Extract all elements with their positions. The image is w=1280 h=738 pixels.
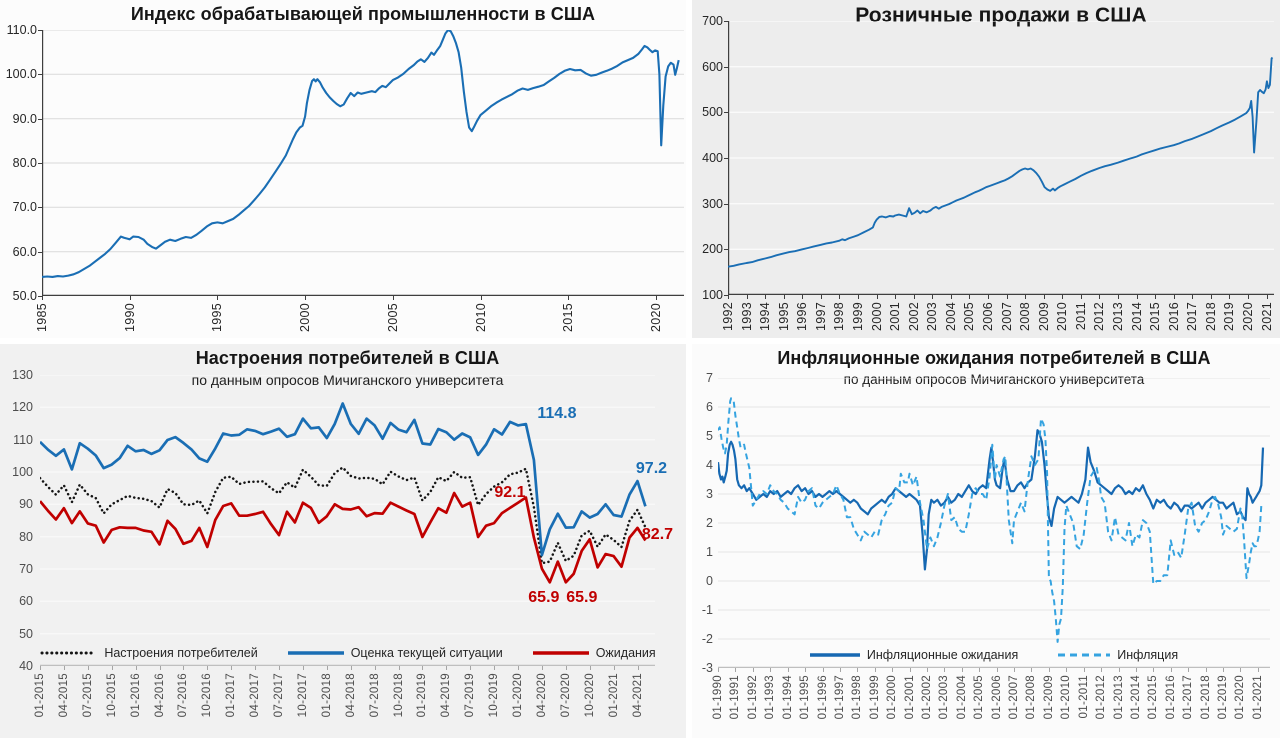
x-tick-mark	[1066, 668, 1067, 672]
x-tick-label: 2019	[1222, 302, 1237, 332]
x-tick-label: 04-2017	[249, 673, 262, 718]
chart-svg	[728, 21, 1274, 295]
x-tick-label: 01-2020	[512, 673, 524, 718]
x-axis	[34, 666, 655, 738]
x-tick-label: 04-2016	[153, 673, 166, 718]
y-tick-label: 1	[706, 545, 713, 559]
x-tick-mark	[962, 668, 963, 672]
x-tick-mark	[1136, 668, 1137, 672]
x-tick-mark	[305, 296, 306, 300]
y-tick-label: 6	[706, 400, 713, 414]
x-tick-mark	[839, 295, 840, 299]
x-tick-label: 01-2009	[1042, 675, 1055, 720]
legend-label: Инфляция	[1117, 648, 1179, 662]
x-tick-label: 04-2019	[440, 673, 453, 718]
x-tick-label: 10-2019	[488, 673, 501, 718]
x-tick-label: 2004	[943, 302, 958, 332]
x-tick-label: 2017	[1185, 302, 1200, 332]
y-tick-label: 70	[19, 562, 33, 576]
x-tick-label: 2009	[1036, 302, 1051, 332]
x-tick-mark	[351, 666, 352, 670]
x-tick-mark	[136, 666, 137, 670]
series-line	[40, 468, 645, 564]
legend-label: Инфляционные ожидания	[866, 648, 1019, 662]
x-tick-mark	[130, 296, 131, 300]
legend-item-sentiment	[39, 646, 257, 660]
x-tick-mark	[112, 666, 113, 670]
x-tick-label: 1994	[758, 302, 773, 332]
x-tick-mark	[988, 295, 989, 299]
x-tick-mark	[1049, 668, 1050, 672]
x-tick-mark	[1084, 668, 1085, 672]
x-tick-label: 2000	[869, 302, 884, 332]
x-tick-label: 1995	[210, 303, 225, 333]
y-tick-mark	[724, 158, 728, 159]
x-tick-mark	[1240, 668, 1241, 672]
x-tick-mark	[858, 295, 859, 299]
x-tick-mark	[875, 668, 876, 672]
y-tick-label: 100	[12, 465, 33, 479]
x-tick-label: 07-2017	[273, 673, 285, 718]
x-tick-mark	[542, 666, 543, 670]
x-tick-mark	[566, 666, 567, 670]
y-tick-label: 50.0	[12, 289, 37, 303]
x-tick-mark	[1155, 295, 1156, 299]
chart-panel-consumer-sentiment	[0, 344, 686, 738]
x-tick-mark	[840, 668, 841, 672]
x-tick-mark	[1007, 295, 1008, 299]
x-tick-mark	[40, 666, 41, 670]
series-line	[42, 30, 679, 277]
y-tick-label: 7	[706, 371, 713, 385]
x-tick-label: 10-2018	[392, 673, 405, 718]
y-tick-label: 400	[702, 151, 723, 165]
x-tick-mark	[160, 666, 161, 670]
data-point-label: 92.1	[494, 483, 526, 501]
x-tick-label: 2006	[981, 302, 995, 332]
x-tick-label: 1985	[35, 303, 49, 333]
y-axis	[692, 14, 728, 302]
x-tick-mark	[183, 666, 184, 670]
x-tick-label: 01-2021	[1251, 675, 1264, 720]
x-tick-mark	[1137, 295, 1138, 299]
x-tick-label: 2002	[906, 302, 921, 332]
y-tick-label: 80.0	[12, 156, 37, 170]
x-tick-label: 2014	[1129, 302, 1144, 332]
y-tick-mark	[38, 30, 42, 31]
x-tick-label: 01-2002	[921, 675, 933, 720]
x-tick-mark	[64, 666, 65, 670]
y-tick-label: 60.0	[12, 244, 37, 259]
y-tick-label: 2	[706, 516, 713, 530]
y-tick-label: 3	[706, 487, 713, 501]
series-line	[40, 404, 645, 556]
x-tick-label: 1999	[851, 302, 865, 332]
y-tick-label: 5	[706, 429, 713, 443]
x-tick-mark	[1267, 295, 1268, 299]
chart-title: Розничные продажи в США	[855, 4, 1147, 27]
x-tick-label: 01-2018	[320, 673, 333, 718]
x-tick-label: 1996	[795, 302, 810, 332]
x-tick-label: 01-1997	[833, 675, 846, 720]
y-tick-mark	[38, 252, 42, 253]
x-tick-label: 01-2017	[1182, 675, 1195, 720]
x-tick-mark	[997, 668, 998, 672]
x-tick-mark	[494, 666, 495, 670]
x-tick-label: 1992	[721, 302, 735, 332]
legend-item-expectations	[533, 646, 656, 660]
x-tick-label: 1998	[832, 302, 847, 332]
x-tick-mark	[932, 295, 933, 299]
x-tick-mark	[1229, 295, 1230, 299]
x-tick-mark	[446, 666, 447, 670]
x-tick-label: 2015	[1148, 302, 1163, 332]
y-tick-label: 80	[19, 529, 33, 544]
x-tick-label: 01-2016	[1164, 675, 1177, 720]
data-point-label: 114.8	[537, 405, 577, 423]
chart-title: Инфляционные ожидания потребителей в США	[777, 348, 1211, 368]
solid-line-swatch	[810, 652, 860, 658]
x-tick-label: 04-2020	[535, 673, 548, 718]
x-tick-mark	[1062, 295, 1063, 299]
x-tick-mark	[823, 668, 824, 672]
y-tick-label: -3	[701, 661, 713, 675]
y-tick-mark	[38, 119, 42, 120]
x-tick-label: 1997	[813, 302, 828, 332]
chart-panel-manufacturing-index	[0, 0, 686, 338]
y-tick-label: 60	[19, 594, 33, 609]
x-tick-mark	[1248, 295, 1249, 299]
chart-panel-inflation-expectations	[692, 344, 1280, 738]
x-tick-label: 07-2018	[368, 673, 381, 718]
x-tick-label: 01-2015	[1147, 675, 1160, 720]
y-tick-label: -1	[701, 603, 713, 617]
x-tick-mark	[1119, 668, 1120, 672]
x-tick-label: 01-2011	[1077, 675, 1090, 719]
x-tick-mark	[422, 666, 423, 670]
legend-item-current-situation	[288, 646, 503, 660]
x-tick-mark	[42, 296, 43, 300]
x-tick-mark	[821, 295, 822, 299]
dashed-line-swatch	[1058, 652, 1110, 658]
y-tick-label: 0	[706, 574, 713, 588]
x-tick-label: 10-2017	[296, 673, 309, 718]
plot-area	[42, 30, 684, 296]
plot-area	[718, 378, 1270, 668]
x-tick-mark	[481, 296, 482, 300]
x-tick-mark	[1044, 295, 1045, 299]
x-tick-label: 2020	[1241, 302, 1255, 332]
chart-subtitle: по данным опросов Мичиганского университета	[191, 372, 504, 388]
y-tick-label: 100.0	[5, 67, 37, 82]
legend-label: Ожидания	[595, 646, 656, 660]
x-tick-label: 2021	[1259, 302, 1274, 332]
x-tick-label: 1993	[739, 302, 754, 332]
series-line	[718, 398, 1261, 642]
data-point-label: 65.9	[566, 589, 598, 607]
x-tick-mark	[375, 666, 376, 670]
x-tick-label: 07-2016	[177, 673, 190, 718]
x-tick-mark	[1206, 668, 1207, 672]
x-tick-mark	[910, 668, 911, 672]
series-line	[728, 58, 1273, 267]
x-tick-label: 01-1993	[764, 675, 777, 720]
x-tick-label: 01-2020	[1234, 675, 1247, 720]
x-tick-label: 04-2015	[57, 673, 70, 718]
x-axis	[712, 668, 1270, 738]
x-tick-mark	[638, 666, 639, 670]
legend-item-inflation-expectations	[810, 648, 1018, 662]
y-tick-label: 90.0	[12, 111, 37, 126]
y-tick-label: -2	[701, 632, 713, 646]
y-tick-mark	[724, 204, 728, 205]
x-tick-label: 01-1990	[712, 675, 724, 720]
x-tick-label: 01-2015	[34, 673, 46, 718]
data-point-label: 82.7	[641, 525, 674, 543]
y-tick-label: 500	[702, 105, 723, 120]
dotted-line-swatch	[39, 650, 97, 656]
x-tick-label: 01-2008	[1025, 675, 1038, 720]
chart-title: Индекс обрабатывающей промышленности в США	[130, 4, 596, 24]
y-tick-label: 70.0	[12, 200, 37, 215]
x-tick-label: 2018	[1203, 302, 1218, 332]
y-tick-label: 600	[702, 59, 723, 74]
x-tick-mark	[1118, 295, 1119, 299]
x-tick-label: 01-2016	[129, 673, 142, 718]
x-tick-mark	[802, 295, 803, 299]
chart-title: Настроения потребителей в США	[195, 348, 500, 368]
x-tick-label: 2015	[561, 303, 576, 333]
x-tick-label: 2012	[1092, 302, 1107, 332]
x-tick-label: 01-2019	[416, 673, 429, 718]
legend-label: Оценка текущей ситуации	[350, 646, 503, 660]
x-tick-label: 2000	[298, 303, 313, 333]
x-tick-label: 2005	[962, 302, 977, 332]
x-tick-mark	[88, 666, 89, 670]
x-tick-mark	[877, 295, 878, 299]
y-tick-mark	[724, 249, 728, 250]
x-tick-mark	[728, 295, 729, 299]
chart-svg	[42, 30, 684, 296]
x-tick-label: 01-1996	[816, 675, 829, 720]
chart-svg	[718, 378, 1270, 668]
x-tick-label: 2010	[473, 303, 488, 333]
x-tick-mark	[279, 666, 280, 670]
y-tick-label: 130	[12, 368, 33, 382]
x-tick-mark	[568, 296, 569, 300]
y-tick-mark	[38, 163, 42, 164]
x-tick-mark	[1031, 668, 1032, 672]
x-tick-mark	[231, 666, 232, 670]
data-point-label: 65.9	[528, 589, 560, 607]
y-tick-mark	[38, 74, 42, 75]
x-tick-label: 2011	[1073, 302, 1088, 331]
x-tick-mark	[470, 666, 471, 670]
x-tick-label: 2008	[1018, 302, 1033, 332]
x-tick-label: 01-1998	[851, 675, 864, 720]
solid-line-swatch	[533, 650, 589, 656]
y-tick-label: 110.0	[6, 23, 37, 37]
y-tick-label: 50	[19, 626, 33, 641]
y-axis	[692, 371, 718, 675]
y-tick-label: 110	[13, 432, 33, 447]
x-tick-label: 01-2003	[938, 675, 951, 720]
x-tick-mark	[393, 296, 394, 300]
y-axis	[0, 368, 38, 673]
data-point-label: 97.2	[635, 460, 668, 478]
x-tick-mark	[892, 668, 893, 672]
x-tick-mark	[1223, 668, 1224, 672]
chart-panel-retail-sales	[692, 0, 1280, 338]
x-tick-mark	[927, 668, 928, 672]
x-tick-mark	[1025, 295, 1026, 299]
x-tick-label: 2013	[1111, 302, 1125, 332]
y-tick-label: 300	[702, 196, 723, 211]
y-tick-label: 700	[702, 14, 723, 28]
x-tick-mark	[765, 295, 766, 299]
x-tick-label: 2003	[925, 302, 940, 332]
x-tick-label: 10-2015	[105, 673, 118, 718]
x-tick-label: 01-2019	[1217, 675, 1229, 720]
x-tick-label: 01-2006	[990, 675, 1003, 720]
x-axis	[35, 296, 684, 338]
x-tick-label: 1990	[122, 303, 137, 333]
x-tick-mark	[857, 668, 858, 672]
x-tick-mark	[718, 668, 719, 672]
x-tick-mark	[753, 668, 754, 672]
x-tick-label: 07-2019	[464, 673, 477, 718]
x-tick-label: 2020	[648, 303, 663, 333]
x-tick-label: 07-2015	[81, 673, 94, 718]
x-tick-mark	[747, 295, 748, 299]
x-tick-mark	[656, 296, 657, 300]
x-tick-label: 01-2007	[1008, 675, 1020, 720]
y-axis	[0, 23, 42, 303]
x-tick-label: 2010	[1055, 302, 1070, 332]
x-tick-mark	[1192, 295, 1193, 299]
x-tick-label: 2007	[999, 302, 1014, 332]
x-tick-label: 01-2017	[225, 673, 238, 718]
x-tick-label: 01-1995	[799, 675, 812, 720]
legend-label: Настроения потребителей	[104, 646, 258, 660]
x-tick-mark	[969, 295, 970, 299]
x-tick-label: 01-1994	[781, 675, 794, 720]
x-tick-label: 2001	[888, 302, 903, 332]
legend-item-inflation	[1058, 648, 1178, 662]
y-tick-mark	[38, 207, 42, 208]
x-tick-mark	[735, 668, 736, 672]
x-tick-mark	[979, 668, 980, 672]
x-tick-label: 10-2020	[583, 673, 596, 718]
x-tick-mark	[327, 666, 328, 670]
x-tick-label: 01-2018	[1199, 675, 1212, 720]
x-tick-label: 10-2016	[201, 673, 214, 718]
y-tick-mark	[724, 21, 728, 22]
y-tick-mark	[724, 67, 728, 68]
x-tick-mark	[303, 666, 304, 670]
x-tick-mark	[518, 666, 519, 670]
x-tick-label: 01-2013	[1112, 675, 1125, 720]
x-tick-mark	[1258, 668, 1259, 672]
x-tick-label: 01-2012	[1095, 675, 1108, 720]
x-tick-label: 01-2014	[1129, 675, 1142, 720]
x-tick-label: 01-2004	[955, 675, 968, 720]
x-tick-label: 1995	[776, 302, 791, 332]
x-tick-label: 01-2000	[886, 675, 899, 720]
x-tick-label: 01-1991	[729, 675, 742, 720]
x-tick-label: 04-2018	[344, 673, 357, 718]
x-tick-mark	[944, 668, 945, 672]
solid-line-swatch	[288, 650, 344, 656]
y-tick-label: 40	[19, 659, 33, 673]
x-tick-label: 2005	[385, 303, 400, 333]
x-tick-mark	[614, 666, 615, 670]
x-tick-mark	[1153, 668, 1154, 672]
x-tick-mark	[1101, 668, 1102, 672]
x-tick-label: 2016	[1166, 302, 1181, 332]
x-tick-label: 01-2005	[973, 675, 986, 720]
y-tick-label: 4	[706, 458, 713, 472]
y-tick-label: 200	[702, 242, 723, 257]
x-tick-mark	[1211, 295, 1212, 299]
x-tick-mark	[217, 296, 218, 300]
x-tick-mark	[895, 295, 896, 299]
x-tick-mark	[770, 668, 771, 672]
x-tick-mark	[399, 666, 400, 670]
chart-subtitle: по данным опросов Мичиганского университета	[843, 372, 1145, 387]
x-tick-mark	[1014, 668, 1015, 672]
x-tick-mark	[914, 295, 915, 299]
x-tick-mark	[1174, 295, 1175, 299]
plot-area	[728, 21, 1274, 295]
x-tick-mark	[805, 668, 806, 672]
y-tick-mark	[724, 112, 728, 113]
x-tick-label: 07-2020	[559, 673, 572, 718]
x-tick-label: 01-1992	[746, 675, 759, 720]
x-tick-label: 01-2001	[903, 675, 916, 720]
y-tick-label: 120	[12, 400, 33, 415]
x-tick-mark	[1081, 295, 1082, 299]
x-tick-mark	[784, 295, 785, 299]
x-tick-mark	[255, 666, 256, 670]
y-tick-label: 100	[702, 288, 723, 302]
legend	[718, 648, 1270, 662]
x-tick-mark	[207, 666, 208, 670]
x-tick-mark	[788, 668, 789, 672]
x-tick-mark	[1099, 295, 1100, 299]
x-tick-label: 01-1999	[868, 675, 881, 720]
x-tick-mark	[1171, 668, 1172, 672]
x-tick-mark	[951, 295, 952, 299]
x-tick-mark	[1188, 668, 1189, 672]
x-tick-label: 01-2021	[607, 673, 620, 718]
y-tick-label: 90	[19, 497, 33, 512]
x-tick-label: 01-2010	[1060, 675, 1073, 720]
x-axis	[721, 295, 1274, 338]
legend	[40, 646, 655, 660]
x-tick-mark	[590, 666, 591, 670]
x-tick-label: 04-2021	[631, 673, 644, 718]
